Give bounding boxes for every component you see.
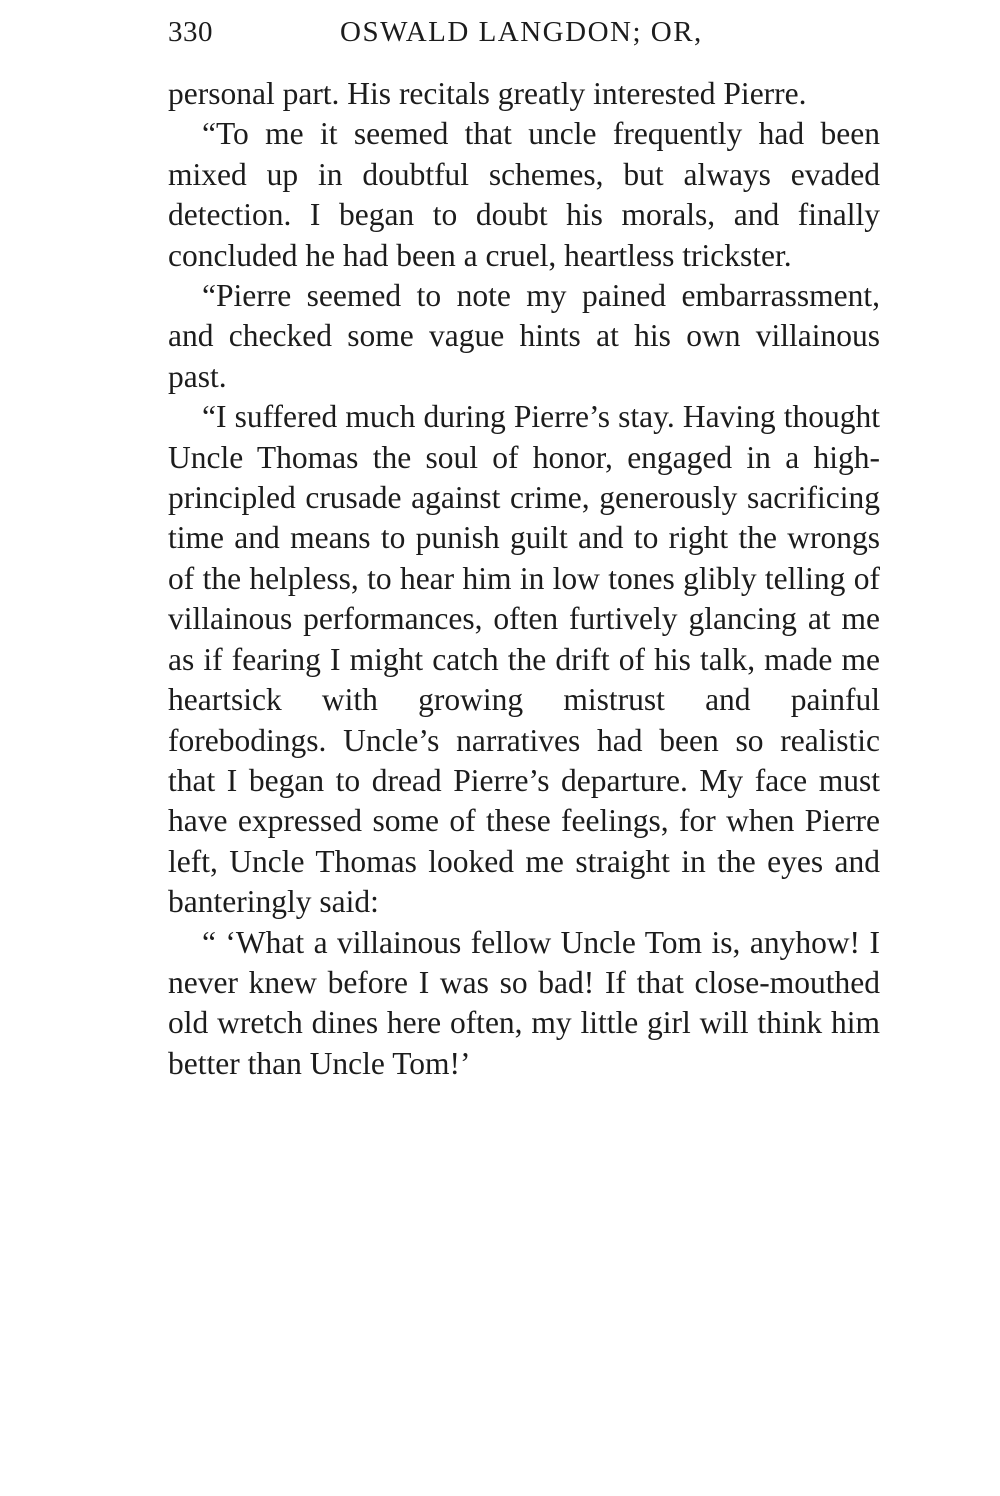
running-head bbox=[168, 10, 878, 54]
running-title: OSWALD LANGDON; OR, bbox=[340, 16, 703, 48]
paragraph: “ ‘What a villainous fellow Uncle Tom is, anyhow! I never knew before I was so bad! If that close-mouthed old wretch dines here often, my little girl will think him better than Uncle Tom!’ bbox=[168, 924, 880, 1081]
paragraph: “To me it seemed that uncle frequently had been mixed up in doubtful schemes, but always evaded detection. I began to doubt his morals, and finally concluded he had been a cruel, heartless trickster. bbox=[168, 116, 880, 273]
page-number: 330 bbox=[168, 16, 213, 48]
paragraph-continuation: personal part. His recitals greatly interested Pierre. bbox=[168, 76, 807, 111]
paragraph: “Pierre seemed to note my pained embarrassment, and checked some vague hints at his own villainous past. bbox=[168, 278, 880, 394]
paragraph: “I suffered much during Pierre’s stay. Having thought Uncle Thomas the soul of honor, engaged in a high-principled crusade against crime, generously sacrificing time and means to punish guilt and to right the wrongs of the helpless, to hear him in low tones glibly telling of villainous performances, often furtively glancing at me as if fearing I might catch the drift of his talk, made me heartsick with growing mistrust and painful forebodings. Uncle’s narratives had been so realistic that I began to dread Pierre’s departure. My face must have expressed some of these feelings, for when Pierre left, Uncle Thomas looked me straight in the eyes and banteringly said: bbox=[168, 399, 880, 920]
body-text bbox=[168, 74, 880, 1084]
